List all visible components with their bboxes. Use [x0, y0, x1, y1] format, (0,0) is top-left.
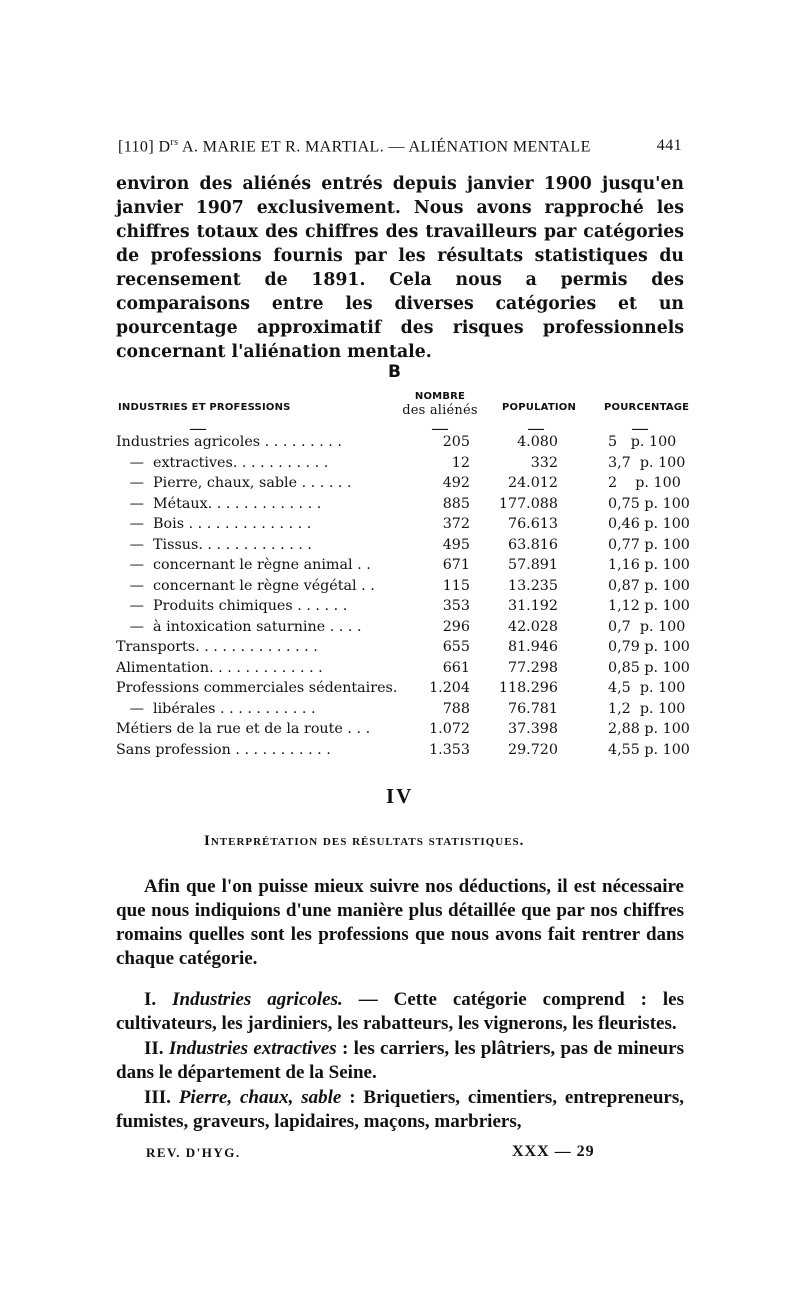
- row-nombre: 1.353: [429, 741, 470, 758]
- body-paragraph: I. Industries agricoles. — Cette catégorie comprend : les cultivateurs, les jardiniers, les rabatteurs, les vignerons, les fleuristes.: [116, 989, 684, 1034]
- footer-signature: XXX — 29: [512, 1143, 595, 1160]
- divider-dash: —: [528, 420, 544, 437]
- section-number: IV: [386, 784, 414, 808]
- row-population: 332: [530, 454, 558, 471]
- row-population: 31.192: [507, 598, 558, 614]
- row-pourcentage: 2 p. 100: [608, 475, 681, 491]
- row-nombre: 671: [442, 557, 470, 573]
- table-row: [116, 701, 696, 722]
- row-nombre: 492: [442, 475, 470, 491]
- row-label: — Métaux. . . . . . . . . . . . .: [116, 495, 322, 512]
- row-pourcentage: 0,7 p. 100: [608, 618, 686, 635]
- divider-dash: —: [632, 420, 648, 437]
- row-nombre: 1.072: [429, 721, 470, 737]
- row-label: — à intoxication saturnine . . . .: [116, 618, 362, 635]
- body-paragraph: Afin que l'on puisse mieux suivre nos déductions, il est nécessaire que nous indiquions d'une manière plus détaillée que par nos chiffres romains quelles sont les professions que nous avons fait rentrer dans chaque catégorie.: [116, 876, 684, 969]
- table-body: [116, 434, 696, 762]
- row-pourcentage: 0,87 p. 100: [608, 577, 690, 594]
- footer-journal: REV. D'HYG.: [146, 1145, 241, 1160]
- row-pourcentage: 0,79 p. 100: [608, 639, 690, 655]
- row-nombre: 205: [442, 434, 470, 450]
- row-label: — extractives. . . . . . . . . . .: [116, 454, 329, 471]
- row-nombre: 655: [442, 639, 470, 655]
- row-population: 37.398: [507, 721, 558, 737]
- row-population: 81.946: [507, 639, 558, 655]
- header-nombre: NOMBRE des aliénés: [402, 391, 478, 418]
- row-label: — Tissus. . . . . . . . . . . . .: [116, 536, 312, 553]
- row-label: Industries agricoles . . . . . . . . .: [116, 434, 342, 450]
- row-pourcentage: 0,46 p. 100: [608, 516, 690, 532]
- row-label: Alimentation. . . . . . . . . . . . .: [116, 659, 323, 676]
- table-row: [116, 660, 696, 681]
- table-row: [116, 516, 696, 537]
- row-label: Transports. . . . . . . . . . . . . .: [116, 639, 318, 655]
- table-row: [116, 598, 696, 619]
- row-pourcentage: 4,55 p. 100: [608, 741, 690, 758]
- row-population: 42.028: [507, 618, 558, 635]
- divider-dash: —: [190, 420, 206, 437]
- row-label: — libérales . . . . . . . . . . .: [116, 700, 316, 717]
- row-pourcentage: 1,2 p. 100: [608, 700, 686, 717]
- header-pourcentage: POURCENTAGE: [604, 402, 690, 413]
- row-label: — concernant le règne animal . .: [116, 557, 371, 573]
- row-nombre: 495: [442, 536, 470, 553]
- row-population: 76.613: [507, 516, 558, 532]
- row-pourcentage: 2,88 p. 100: [608, 721, 690, 737]
- row-population: 177.088: [498, 495, 558, 512]
- row-nombre: 372: [442, 516, 470, 532]
- table-row: [116, 496, 696, 517]
- row-label: Métiers de la rue et de la route . . .: [116, 721, 371, 737]
- row-population: 4.080: [517, 434, 558, 450]
- row-nombre: 1.204: [429, 680, 470, 696]
- row-population: 76.781: [507, 700, 558, 717]
- row-population: 63.816: [507, 536, 558, 553]
- row-pourcentage: 0,75 p. 100: [608, 495, 690, 512]
- row-label: — concernant le règne végétal . .: [116, 577, 375, 594]
- row-pourcentage: 3,7 p. 100: [608, 454, 686, 471]
- table-row: [116, 578, 696, 599]
- row-pourcentage: 1,12 p. 100: [608, 598, 690, 614]
- table-row: [116, 619, 696, 640]
- row-pourcentage: 0,77 p. 100: [608, 536, 690, 553]
- page-number: 441: [656, 137, 682, 154]
- row-pourcentage: 0,85 p. 100: [608, 659, 690, 676]
- row-label: Sans profession . . . . . . . . . . .: [116, 741, 331, 758]
- table-row: [116, 434, 696, 455]
- header-title: [110] $D^{rs}$ A. MARIE ET R. MARTIAL. — ALIÉNATION MENTALE: [118, 137, 591, 156]
- row-population: 13.235: [507, 577, 558, 594]
- row-nombre: 353: [442, 598, 470, 614]
- row-nombre: 296: [442, 618, 470, 635]
- divider-dash: —: [432, 420, 448, 437]
- header-population: POPULATION: [502, 402, 577, 413]
- table-row: [116, 680, 696, 701]
- row-pourcentage: 4,5 p. 100: [608, 680, 686, 696]
- body-paragraph: II. Industries extractives : les carriers, les plâtriers, pas de mineurs dans le département de la Seine.: [116, 1038, 685, 1083]
- row-label: — Pierre, chaux, sable . . . . . .: [116, 475, 352, 491]
- header-industries: INDUSTRIES ET PROFESSIONS: [118, 402, 291, 413]
- table-row: [116, 455, 696, 476]
- table-letter: B: [388, 362, 401, 382]
- row-nombre: 661: [442, 659, 470, 676]
- row-label: — Bois . . . . . . . . . . . . . .: [116, 516, 312, 532]
- table-row: [116, 557, 696, 578]
- row-population: 57.891: [507, 557, 558, 573]
- row-population: 29.720: [507, 741, 558, 758]
- table-row: [116, 639, 696, 660]
- row-nombre: 115: [442, 577, 470, 594]
- row-population: 77.298: [507, 659, 558, 676]
- running-header: [118, 137, 682, 156]
- row-population: 24.012: [507, 475, 558, 491]
- row-nombre: 788: [442, 700, 470, 717]
- table-row: [116, 475, 696, 496]
- row-population: 118.296: [498, 680, 558, 696]
- intro-paragraph: environ des aliénés entrés depuis janvier 1900 jusqu'en janvier 1907 exclusivement. Nous avons rapproché les chiffres totaux des chiffres des travailleurs par catégories de professions fournis par les résultats statistiques du recensement de 1891. Cela nous a permis des comparaisons entre les diverses catégories et un pourcentage approximatif des risques professionnels concernant l'aliénation mentale.: [116, 174, 684, 362]
- table-row: [116, 742, 696, 763]
- table-row: [116, 721, 696, 742]
- row-nombre: 12: [451, 454, 470, 471]
- row-pourcentage: 5 p. 100: [608, 434, 677, 450]
- table-row: [116, 537, 696, 558]
- row-label: Professions commerciales sédentaires.: [116, 680, 398, 696]
- row-pourcentage: 1,16 p. 100: [608, 557, 690, 573]
- body-paragraph: III. Pierre, chaux, sable : Briquetiers, cimentiers, entrepreneurs, fumistes, graveurs, lapidaires, maçons, marbriers,: [116, 1087, 684, 1132]
- row-label: — Produits chimiques . . . . . .: [116, 598, 348, 614]
- section-title: Interprétation des résultats statistiques.: [204, 833, 525, 849]
- row-nombre: 885: [442, 495, 470, 512]
